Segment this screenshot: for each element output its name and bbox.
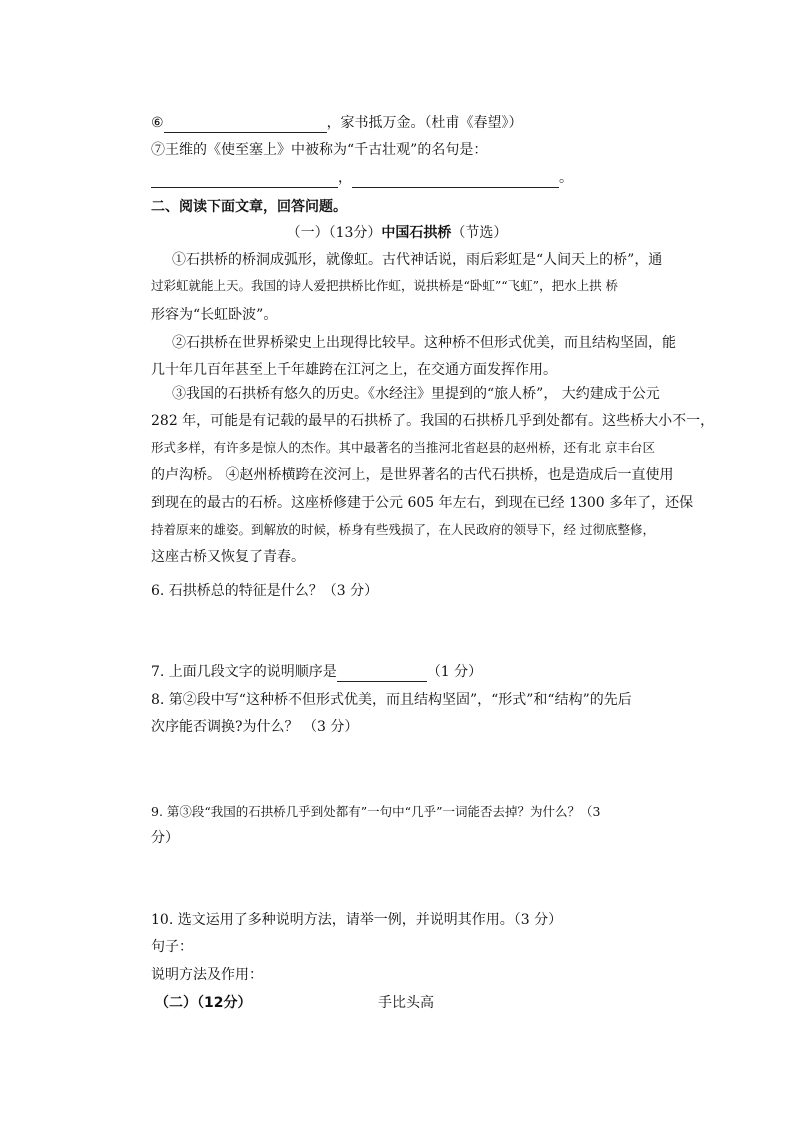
- item-text: ⑦王维的《使至塞上》中被称为“千古壮观”的名句是：: [151, 142, 488, 158]
- item-7: [151, 140, 487, 160]
- passage-line: 282 年，可能是有记载的最早的石拱桥了。我国的石拱桥几乎到处都有。这些桥大小不一，: [151, 413, 715, 429]
- question-8-line-2: 次序能否调换?为什么？ （3 分）: [151, 719, 359, 735]
- passage-line: 过彩虹就能上天。我国的诗人爱把拱桥比作虹，说拱桥是“卧虹”“飞虹”，把水上拱 桥: [151, 278, 619, 293]
- question-text: 7. 上面几段文字的说明顺序是: [151, 664, 337, 680]
- passage-line: 的卢沟桥。 ④赵州桥横跨在洨河上，是世界著名的古代石拱桥，也是造成后一直使用: [151, 467, 674, 483]
- passage-title: [0, 223, 794, 243]
- passage-title-text: 中国石拱桥: [381, 225, 452, 241]
- question-8-line-1: 8. 第②段中写“这种桥不但形式优美，而且结构坚固”，“形式”和“结构”的先后: [151, 692, 632, 708]
- answer-blank[interactable]: [164, 132, 327, 133]
- passage-line: 到现在的最古的石桥。这座桥修建于公元 605 年左右，到现在已经 1300 多年了，还保: [151, 495, 694, 511]
- answer-blank[interactable]: [337, 681, 427, 682]
- item-text: ，家书抵万金。（杜甫《春望》）: [326, 115, 523, 131]
- separator: ，: [338, 170, 352, 186]
- passage-line: 形式多样，有许多是惊人的杰作。其中最著名的当推河北省赵县的赵州桥，还有北 京丰台区: [151, 440, 655, 455]
- question-10: 10. 选文运用了多种说明方法，请举一例，并说明其作用。（3 分）: [151, 912, 563, 928]
- section-2-heading: [155, 993, 251, 1013]
- passage-line: ②石拱桥在世界桥梁史上出现得比较早。这种桥不但形式优美，而且结构坚固，能: [172, 335, 676, 351]
- question-9-line-1: 9. 第③段“我国的石拱桥几乎到处都有”一句中“几乎”一词能否去掉？为什么？（3: [151, 804, 601, 819]
- passage-line: 形容为“长虹卧波”。: [151, 307, 278, 323]
- item-6: [151, 113, 523, 133]
- question-7: [151, 662, 482, 682]
- answer-method-label: 说明方法及作用：: [151, 967, 263, 983]
- question-9-line-2: 分）: [151, 830, 179, 846]
- answer-blank-1[interactable]: [151, 187, 338, 188]
- passage-line: ③我国的石拱桥有悠久的历史。《水经注》里提到的“旅人桥”， 大约建成于公元: [172, 386, 660, 402]
- passage-line: ①石拱桥的桥洞成弧形，就像虹。古代神话说，雨后彩虹是“人间天上的桥”，通: [172, 252, 663, 268]
- section-heading: 二、阅读下面文章，回答问题。: [151, 199, 347, 215]
- item-7-answer: [151, 168, 573, 188]
- part-label: （一）（13分）: [286, 225, 382, 241]
- excerpt-note: （节选）: [451, 225, 508, 241]
- passage-line: 几十年几百年甚至上千年雄跨在江河之上，在交通方面发挥作用。: [151, 362, 557, 378]
- part-label: （二）（12分）: [155, 995, 252, 1011]
- end-mark: 。: [559, 170, 573, 186]
- question-6: 6. 石拱桥总的特征是什么？（3 分）: [151, 583, 379, 599]
- answer-sentence-label: 句子：: [151, 939, 193, 955]
- passage-line: 这座古桥又恢复了青春。: [151, 549, 305, 565]
- item-marker: ⑥: [151, 115, 164, 131]
- passage-line: 持着原来的雄姿。到解放的时候，桥身有些残损了，在人民政府的领导下，经 过彻底整修，: [151, 522, 655, 537]
- question-score: （1 分）: [426, 664, 483, 680]
- passage-2-title: 手比头高: [378, 995, 434, 1011]
- answer-blank-2[interactable]: [352, 187, 559, 188]
